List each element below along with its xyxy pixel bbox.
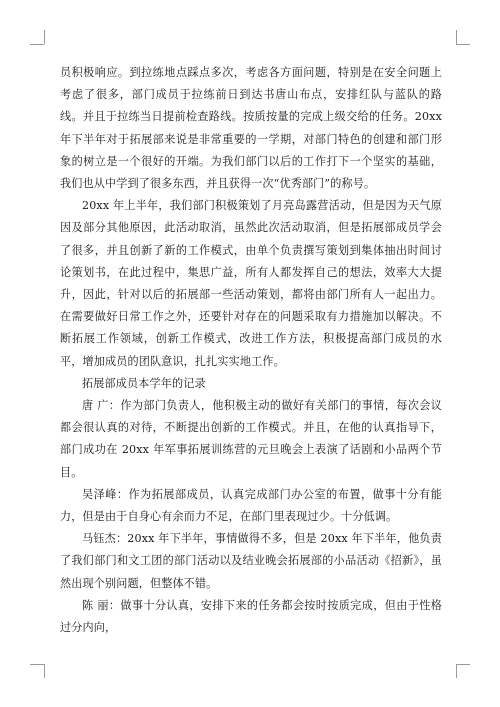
member-record-ma-yujie: 马钰杰：20xx 年下半年，事情做得不多，但是 20xx 年下半年，他负责了我们部门和文工团的部门活动以及结业晚会拓展部的小品活动《招新》，虽然出现个别问题，但整体不错。 [60,532,442,590]
crop-mark-bottom-left-v [44,664,45,678]
crop-mark-top-left-v [44,30,45,44]
document-page [60,62,442,639]
section-heading: 拓展部成员本学年的记录 [82,376,206,390]
crop-mark-bottom-right-v [456,664,457,678]
member-record-tang-guang: 唐 广：作为部门负责人，他积极主动的做好有关部门的事情，每次会议都会很认真的对待，不断提出创新的工作模式。并且，在他的认真指导下，部门成功在 20xx 年军事拓展训练营的元旦晚会上表演了话剧和小品两个节目。 [60,399,442,479]
member-record-chen-li: 陈 丽：做事十分认真，安排下来的任务都会按时按质完成，但由于性格过分内向， [60,598,442,635]
crop-mark-top-right-h [456,44,470,45]
crop-mark-top-right-v [456,30,457,44]
crop-mark-bottom-left-h [30,664,44,665]
member-record-wu-zefeng: 吴泽峰：作为拓展部成员，认真完成部门办公室的布置，做事十分有能力，但是由于自身心有余而力不足，在部门里表现过少。十分低调。 [60,487,442,524]
crop-mark-bottom-right-h [456,664,470,665]
paragraph-2: 20xx 年上半年，我们部门积极策划了月亮岛露营活动，但是因为天气原因及部分其他原因，此活动取消，虽然此次活动取消，但是拓展部成员学会了很多，并且创新了新的工作模式，由单个负责撰写策划到集体抽出时间讨论策划书，在此过程中，集思广益，所有人都发挥自己的想法，效率大大提升，因此，针对以后的拓展部一些活动策划，都将由部门所有人一起出力。在需要做好日常工作之外，还要针对存在的问题采取有力措施加以解决。不断拓展工作领域，创新工作模式，改进工作方法，积极提高部门成员的水平，增加成员的团队意识，扎扎实实地工作。 [60,199,442,368]
paragraph-1: 员积极响应。到拉练地点踩点多次，考虑各方面问题，特别是在安全问题上考虑了很多，部门成员于拉练前日到达书唐山布点，安排红队与蓝队的路线。并且于拉练当日提前检查路线。按质按量的完成上级交给的任务。20xx 年下半年对于拓展部来说是非常重要的一学期，对部门特色的创建和部门形象的树立是一个很好的开端。为我们部门以后的工作打下一个坚实的基础，我们也从中学到了很多东西，并且获得一次“优秀部门”的称号。 [60,66,442,191]
crop-mark-top-left-h [30,44,44,45]
